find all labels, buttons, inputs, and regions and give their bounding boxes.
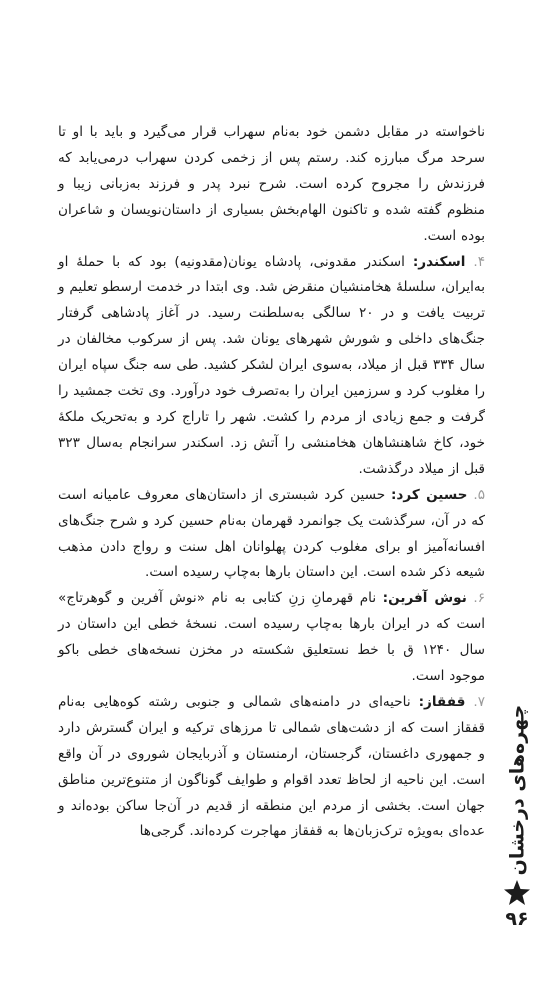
entry-title: حسین کرد: <box>391 486 468 503</box>
entry-title: قفقاز: <box>418 693 466 710</box>
page-body <box>58 120 485 845</box>
entry-text: نام قهرمانِ زنِ کتابی به نام «نوش آفرین و گوهرتاج» است که در ایران بارها به‌چاپ رسیده است. نسخهٔ خطی این داستان در سال ۱۲۴۰ ق با خط نستعلیق شکسته در مخزن نسخه‌های خطی باکو موجود است. <box>58 590 485 685</box>
entry-title: نوش آفرین: <box>382 590 467 607</box>
footnote-alexander <box>58 250 485 483</box>
footnote-caucasus <box>58 690 485 845</box>
footnote-number: ۷. <box>473 693 485 710</box>
entry-text: اسکندر مقدونی، پادشاه یونان(مقدونیه) بود که با حملهٔ او به‌ایران، سلسلهٔ هخامنشیان منقرض شد. وی ابتدا در خدمت ارسطو تعلیم و تربیت یافت و در ۲۰ سالگی به‌سلطنت رسید. در آغاز پادشاهی گرفتار جنگ‌های داخلی و شورش شهرهای یونان شد. پس از سرکوب مخالفان در سال ۳۳۴ قبل از میلاد، به‌سوی ایران لشکر کشید. طی سه جنگ سپاه ایران را مغلوب کرد و سرزمین ایران را به‌تصرف خود درآورد. وی تخت جمشید را گرفت و جمع زیادی از مردم را کشت. شهر را تاراج کرد و به‌تحریک ملکهٔ خود، کاخ شاهنشاهان هخامنشی را آتش زد. اسکندر سرانجام به‌سال ۳۲۳ قبل از میلاد درگذشت. <box>57 253 485 477</box>
footnote-hosein-kord <box>58 483 485 587</box>
star-icon <box>502 878 532 908</box>
entry-text: حسین کرد شبستری از داستان‌های معروف عامیانه است که در آن، سرگذشت یک جوانمرد قهرمان به‌نام حسین کرد و شرح جنگ‌های افسانه‌آمیز او برای مغلوب کردن پهلوانان اهل سنت و رواج دادن مذهب شیعه ذکر شده است. این داستان بارها به‌چاپ رسیده است. <box>58 486 485 581</box>
footnote-number: ۵. <box>473 486 486 503</box>
page-number: ۹۶ <box>505 908 529 930</box>
footnote-noush-afarin <box>58 586 485 690</box>
entry-text: ناحیه‌ای در دامنه‌های شمالی و جنوبی رشته کوه‌هایی به‌نام قفقاز است که از دشت‌های شمالی تا مرزهای ترکیه و ایران گسترش دارد و جمهوری داغستان، گرجستان، ارمنستان و آذربایجان شوروی در آن واقع است. این ناحیه از لحاظ تعدد اقوام و طوایف گوناگون از متنوع‌ترین مناطق جهان است. بخشی از مردم این منطقه از قدیم در آن‌جا ساکن بوده‌اند و عده‌ای به‌ویژه ترک‌زبان‌ها به قفقاز مهاجرت کرده‌اند. گرجی‌ها <box>58 693 485 840</box>
footnote-number: ۶. <box>473 590 486 607</box>
book-title: چهره‌های درخشان <box>506 704 528 876</box>
footnote-number: ۴. <box>473 253 485 270</box>
paragraph-text: ناخواسته در مقابل دشمن خود به‌نام سهراب قرار می‌گیرد و باید با او تا سرحد مرگ مبارزه کند. رستم پس از زخمی کردن سهراب درمی‌یابد که فرزندش را مجروح کرده است. شرح نبرد پدر و فرزند به‌زبانی زیبا و منظوم گفته شده و تاکنون الهام‌بخش بسیاری از داستان‌نویسان و شاعران بوده است. <box>58 124 485 244</box>
entry-title: اسکندر: <box>412 253 466 270</box>
paragraph-continuation <box>58 120 485 250</box>
book-title-vertical <box>502 700 532 880</box>
